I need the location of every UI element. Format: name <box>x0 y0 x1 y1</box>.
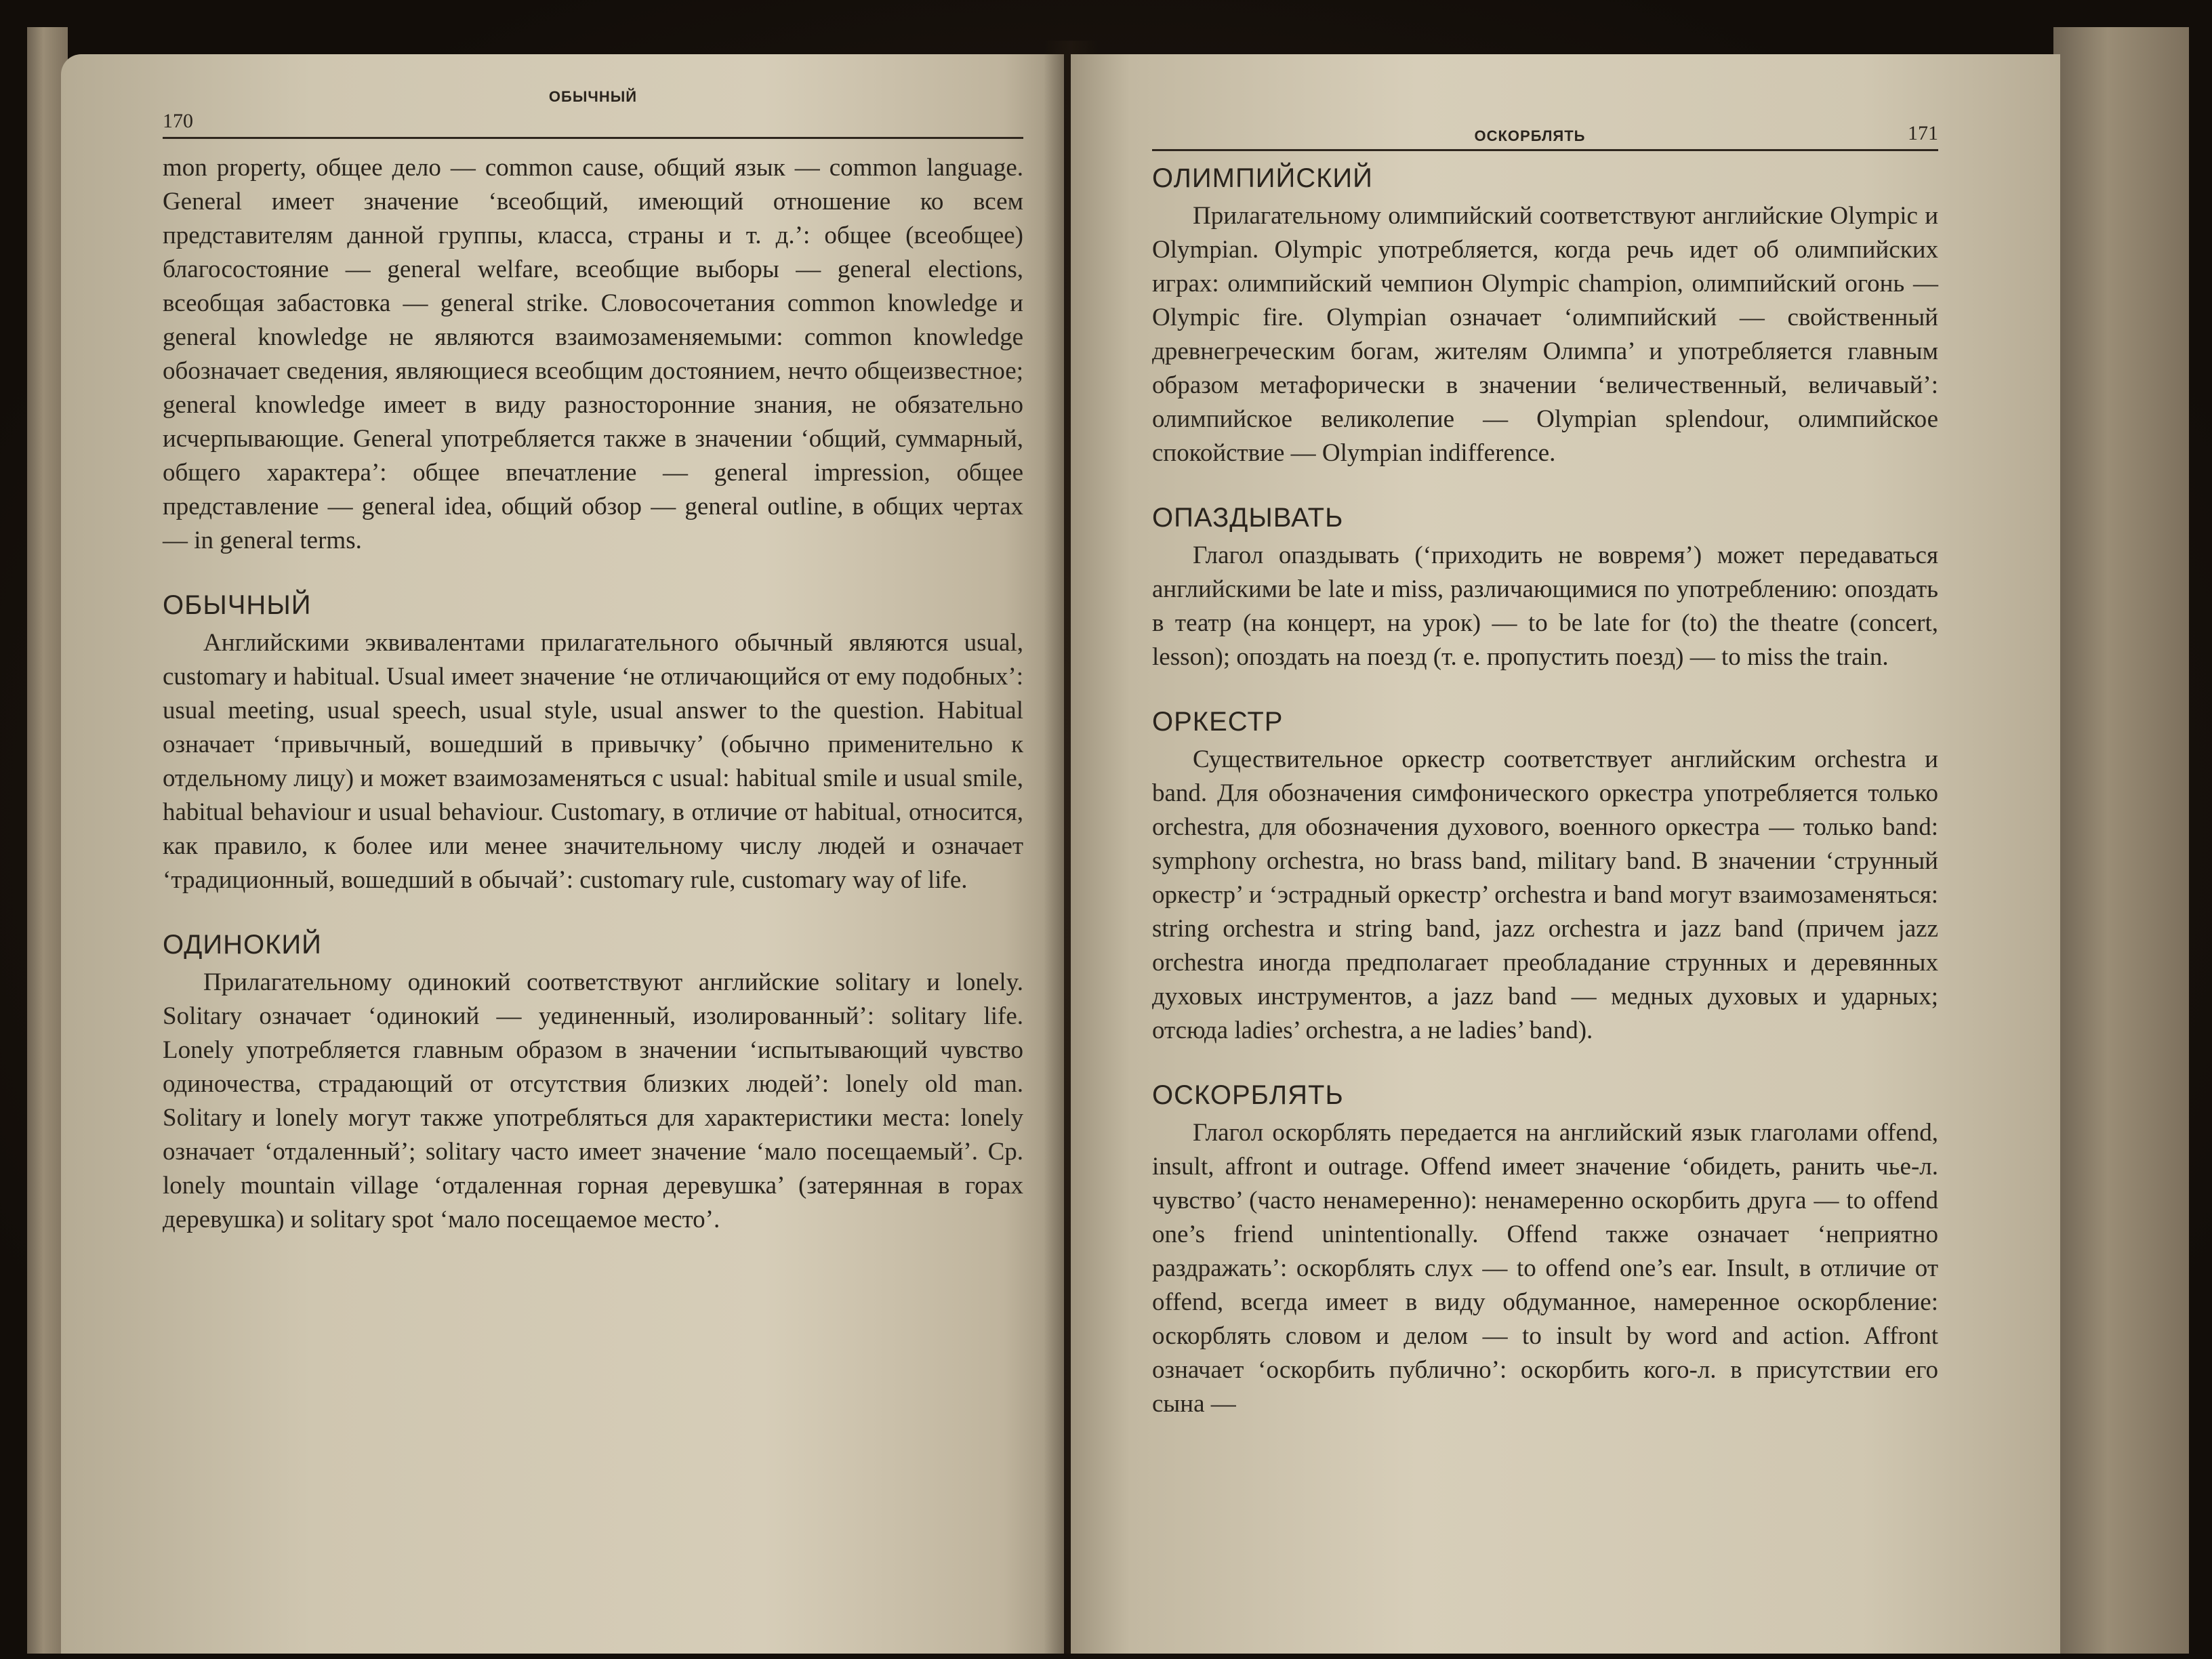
entry-headword: ОБЫЧНЫЙ <box>163 590 312 620</box>
entry-headword: ОЛИМПИЙСКИЙ <box>1152 163 1373 193</box>
entry-headword: ОПАЗДЫВАТЬ <box>1152 503 1344 533</box>
left-page <box>61 54 1064 1654</box>
running-head: ОСКОРБЛЯТЬ <box>1474 127 1586 144</box>
entry-text: Существительное оркестр соответствует английским orchestra и band. Для обозначения симфонического оркестра употребляется только orchestra, для обозначения духового, военного оркестра — только band: symphony orchestra, но brass band, military band. В значении ‘струнный оркестр’ и ‘эстрадный оркестр’ orchestra и band могут взаимозаменяться: string orchestra и string band, jazz orchestra и jazz band (причем jazz orchestra иногда предполагает преобладание струнных и деревянных духовых инструментов, а jazz band — медных духовых и ударных; отсюда ladies’ orchestra, а не ladies’ band). <box>1152 745 1938 1044</box>
page-number: 171 <box>1907 122 1938 144</box>
running-head: ОБЫЧНЫЙ <box>548 88 638 105</box>
entry-text: Глагол опаздывать (‘приходить не вовремя’) может передаваться английскими be late и miss, различающимися по употреблению: опоздать в театр (на концерт, на урок) — to be late for (to) the theatre (concert, lesson); опоздать на поезд (т. е. пропустить поезд) — to miss the train. <box>1152 541 1938 671</box>
entry-continuation: mon property, общее дело — common cause, общий язык — common language. General имеет значение ‘всеобщий, имеющий отношение ко всем представителям данной группы, класса, страны и т. д.’: общее (всеобщее) благосостояние — general welfare, всеобщие выборы — general elections, всеобщая забастовка — general strike. Словосочетания common knowledge и general knowledge не являются взаимозаменяемыми: common knowledge обозначает сведения, являющиеся всеобщим достоянием, нечто общеизвестное; general knowledge имеет в виду разносторонние знания, не обязательно исчерпывающие. General употребляется также в значении ‘общий, суммарный, общего характера’: общее впечатление — general impression, общее представление — general idea, общий обзор — general outline, в общих чертах — in general terms. <box>163 154 1023 554</box>
entry-headword: ОСКОРБЛЯТЬ <box>1152 1080 1344 1110</box>
header-rule <box>1152 122 1938 151</box>
book-right-edge <box>2053 27 2189 1654</box>
entry-text: Прилагательному олимпийский соответствуют английские Olympic и Olympian. Olympic употребляется, когда речь идет об олимпийских играх: олимпийский чемпион Olympic champion, олимпийский огонь — Olympic fire. Olympian означает ‘олимпийский — свойственный древнегреческим богам, жителям Олимпа’ и употребляется главным образом метафорически в значении ‘величественный, величавый’: олимпийское великолепие — Olympian splendour, олимпийское спокойствие — Olympian indifference. <box>1152 202 1938 467</box>
entry-text: Прилагательному одинокий соответствуют английские solitary и lonely. Solitary означает ‘одинокий — уединенный, изолированный’: solitary life. Lonely употребляется главным образом в значении ‘испытывающий чувство одиночества, страдающий от отсутствия близких людей’: lonely old man. Solitary и lonely могут также употребляться для характеристики места: lonely означает ‘отдаленный’; solitary часто имеет значение ‘мало посещаемый’. Ср. lonely mountain village ‘отдаленная горная деревушка’ (затерянная в горах деревушка) и solitary spot ‘мало посещаемое место’. <box>163 968 1023 1233</box>
entry-headword: ОДИНОКИЙ <box>163 930 322 960</box>
page-number: 170 <box>163 110 193 132</box>
right-page <box>1071 54 2060 1654</box>
entry-text: Глагол оскорблять передается на английский язык глаголами offend, insult, affront и outrage. Offend имеет значение ‘обидеть, ранить чье-л. чувство’ (часто ненамеренно): ненамеренно оскорбить друга — to offend one’s friend unintentionally. Offend также означает ‘неприятно раздражать’: оскорблять слух — to offend one’s ear. Insult, в отличие от offend, всегда имеет в виду обдуманное, намеренное оскорбление: оскорблять словом и делом — to insult by word and action. Affront означает ‘оскорбить публично’: оскорбить кого-л. в присутствии его сына — <box>1152 1119 1938 1418</box>
header-rule <box>163 110 1023 139</box>
entry-text: Английскими эквивалентами прилагательного обычный являются usual, customary и habitual. Usual имеет значение ‘не отличающийся от ему подобных’: usual meeting, usual speech, usual style, usual answer to the question. Habitual означает ‘привычный, вошедший в привычку’ (обычно применительно к отдельному лицу) и может взаимозаменяться с usual: habitual smile и usual smile, habitual behaviour и usual behaviour. Customary, в отличие от habitual, относится, как правило, к более или менее значительному числу людей и означает ‘традиционный, вошедший в обычай’: customary rule, customary way of life. <box>163 629 1023 894</box>
entry-headword: ОРКЕСТР <box>1152 707 1284 737</box>
